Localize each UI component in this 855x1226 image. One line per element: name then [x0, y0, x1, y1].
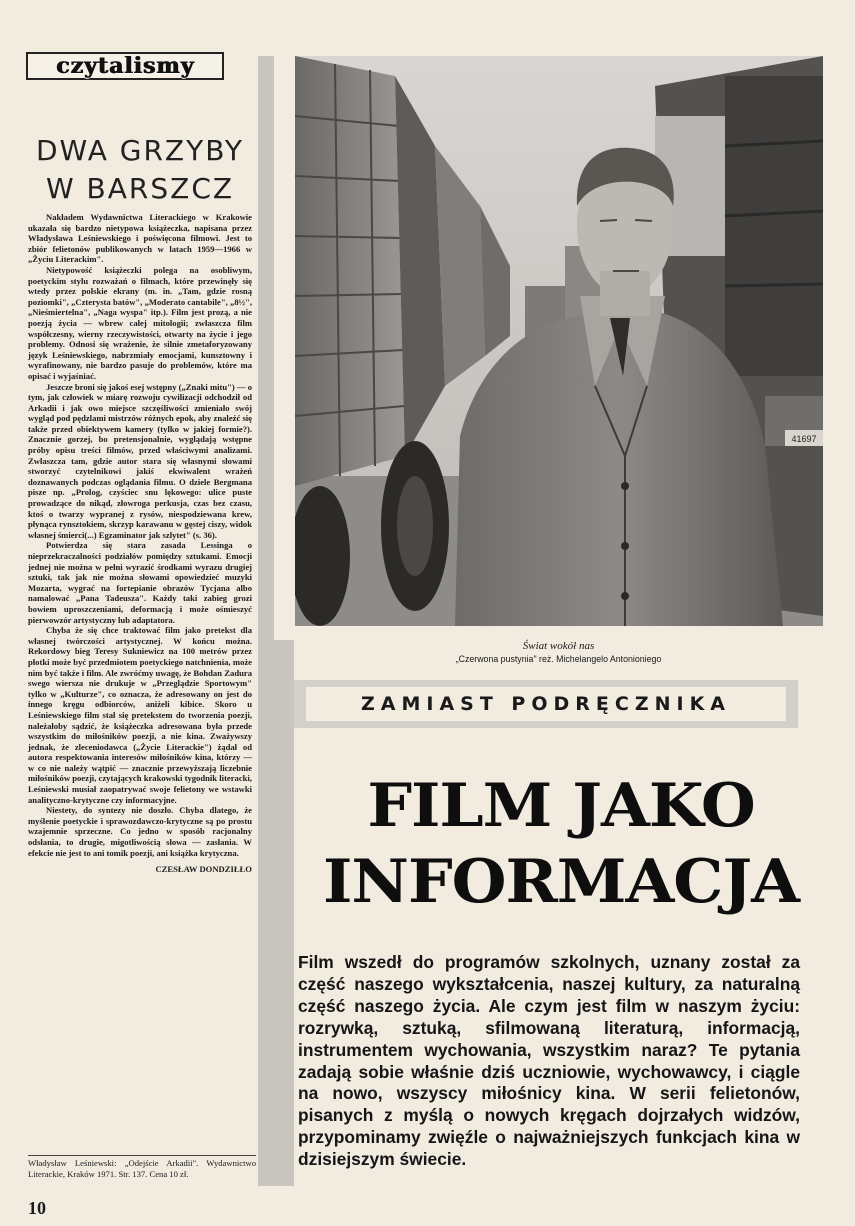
license-plate-text: 41697	[791, 434, 817, 444]
body-paragraph: Chyba że się chce traktować film jako pretekst dla własnej twórczości artystycznej. W końcu można. Rekordowy bieg Teresy Sukniewicz na 100 metrów przez płotki może być przedmiotem poetyckiego natchnienia, może nim być także i film. Ale zwróćmy uwagę, że Bohdan Zadura swego wiersza nie drukuje w „Przeglądzie Sportowym" tylko w „Kulturze", co oznacza, że adresowany on jest do innego kręgu odbiorców, aniżeli kibice. Skoro u Leśniewskiego film stał się pretekstem do tworzenia poezji, należałoby sądzić, że książeczka adresowana była przede wszystkim do miłośników poezji, a nie kina. Zważywszy jednak, że zleceniodawca („Życie Literackie") żądał od autora respektowania interesów miłośników kina, którzy — w co nie należy wątpić — znacznie przewyższają liczebnie miłośników poezji, czytających krakowski tygodnik literacki, Leśniewski musiał zaopatrywać swoje felietony we wstawki analityczno-krytyczne czy informacyjne.	[28, 625, 252, 805]
kicker-banner	[294, 680, 798, 728]
lead-paragraph: Film wszedł do programów szkolnych, uznany został za część naszego wykształcenia, naszej kultury, za naturalną część naszego życia. Ale czym jest film w naszym życiu: rozrywką, sztuką, sfilmowaną literaturą, informacją, instrumentem wychowania, wszystkim naraz? Te pytania zadają sobie właśnie dziś uczniowie, wychowawcy, i ciągle na nowo, wszyscy miłośnicy kina. W serii felietonów, pisanych z myślą o nowych kręgach dojrzałych widzów, przypominamy zwięźle o najważniejszych funkcjach kina w dzisiejszym świecie.	[298, 952, 800, 1170]
left-article-body	[28, 212, 252, 875]
left-title-line1: DWA GRZYBY	[36, 134, 244, 167]
film-still-photo	[295, 56, 823, 626]
book-footnote: Władysław Leśniewski: „Odejście Arkadii". Wydawnictwo Literackie, Kraków 1971. Str. 137. Cena 10 zł.	[28, 1158, 256, 1179]
page-number: 10	[28, 1198, 46, 1218]
left-title-line2: W BARSZCZ	[45, 172, 235, 205]
headline-line1: FILM JAKO	[367, 771, 755, 841]
photo-caption-title: Świat wokół nas	[522, 640, 595, 652]
photo-caption-credit: „Czerwona pustynia" reż. Michelangelo Antonioniego	[455, 654, 662, 664]
body-paragraph: Nietypowość książeczki polega na osobliwym, poetyckim stylu rozważań o filmach, które przewinęły się wtedy przez polskie ekrany (m. in. „Tam, gdzie rosną poziomki", „Czterysta batów", „Moderato cantabile", „8½", „Nieśmiertelna", „Naga wyspa" itp.). Film jest prozą, a nie poezją życia — wbrew całej mitologii; zwłaszcza film współczesny, wierny rzeczywistości, otwarty na życie i jego problemy. Odnosi się wrażenie, że silnie zmetaforyzowany język Leśniewskiego, nabrzmiały emocjami, kunsztowny i wyrafinowany, nie bardzo pasuje do problemów, które ma opisać i wyjaśniać.	[28, 264, 252, 381]
main-headline	[283, 768, 840, 920]
headline-line2: INFORMACJA	[323, 847, 799, 917]
left-article-title	[30, 132, 250, 208]
footnote-divider	[28, 1155, 256, 1156]
body-paragraph: Potwierdza się stara zasada Lessinga o nieprzekraczalności podziałów pomiędzy sztukami. Emocji jednej nie można w pełni wyrazić środkami wyrazu drugiej sztuki, tak jak nie można słowami opowiedzieć muzyki Mozarta, wygrać na fortepianie obrazów Tycjana albo namalować „Pana Tadeusza". Każdy taki zabieg grozi bowiem uproszczeniami, deformacją i może ośmieszyć pierwowzór artystyczny lub adaptatora.	[28, 540, 252, 625]
kicker-text: ZAMIAST PODRĘCZNIKA	[306, 687, 786, 721]
article-author: CZESŁAW DONDZIŁŁO	[155, 864, 252, 875]
section-label	[26, 52, 224, 80]
grey-column-band	[258, 56, 274, 1186]
body-paragraph: Niestety, do syntezy nie doszło. Chyba dlatego, że myślenie poetyckie i sprawozdawczo-krytyczne są po prostu wzajemnie sprzeczne. Co jedno w sposób racjonalny odsłania, to drugie, migotliwością słowa — zasłania. W efekcie nie jest to ani tomik poezji, ani książka krytyczna.	[28, 805, 252, 858]
body-paragraph: Jeszcze broni się jakoś esej wstępny („Znaki mitu") — o tym, jak człowiek w miarę rozwoju cywilizacji odchodził od Arkadii i jak owo miejsce szczęśliwości zmieniało swój wygląd pod pędzlami mistrzów różnych epok, aby znaleźć się także przed obiektywem kamery (tylko w jakiej formie?). Znacznie gorzej, bo pretensjonalnie, wyglądają wstępne próby opisu treści filmów, przed właściwymi analizami. Zwłaszcza tam, gdzie autor stara się własnymi słowami stworzyć czytelnikowi jakiś ekwiwalent wrażeń doznawanych podczas oglądania filmu. O dziele Bergmana pisze np. „Prolog, czyściec snu lękowego: ulice puste prowadzące do nikąd, złowroga perkusja, czas bez czasu, ktoś o twarzy wypranej z rysów, niespodziewana krew, płynąca rynsztokiem, skrzyp karawanu w gęstej ciszy, widok własnej śmierci(...) Egzaminator jak szlytet" (s. 36).	[28, 381, 252, 540]
section-label-text: czytalismy	[55, 53, 195, 79]
body-paragraph: Nakładem Wydawnictwa Literackiego w Krakowie ukazała się bardzo nietypowa książeczka, napisana przez Władysława Leśniewskiego i poświęcona filmowi. Jest to zbiór felietonów publikowanych w latach 1959—1966 w „Życiu Literackim".	[28, 212, 252, 265]
